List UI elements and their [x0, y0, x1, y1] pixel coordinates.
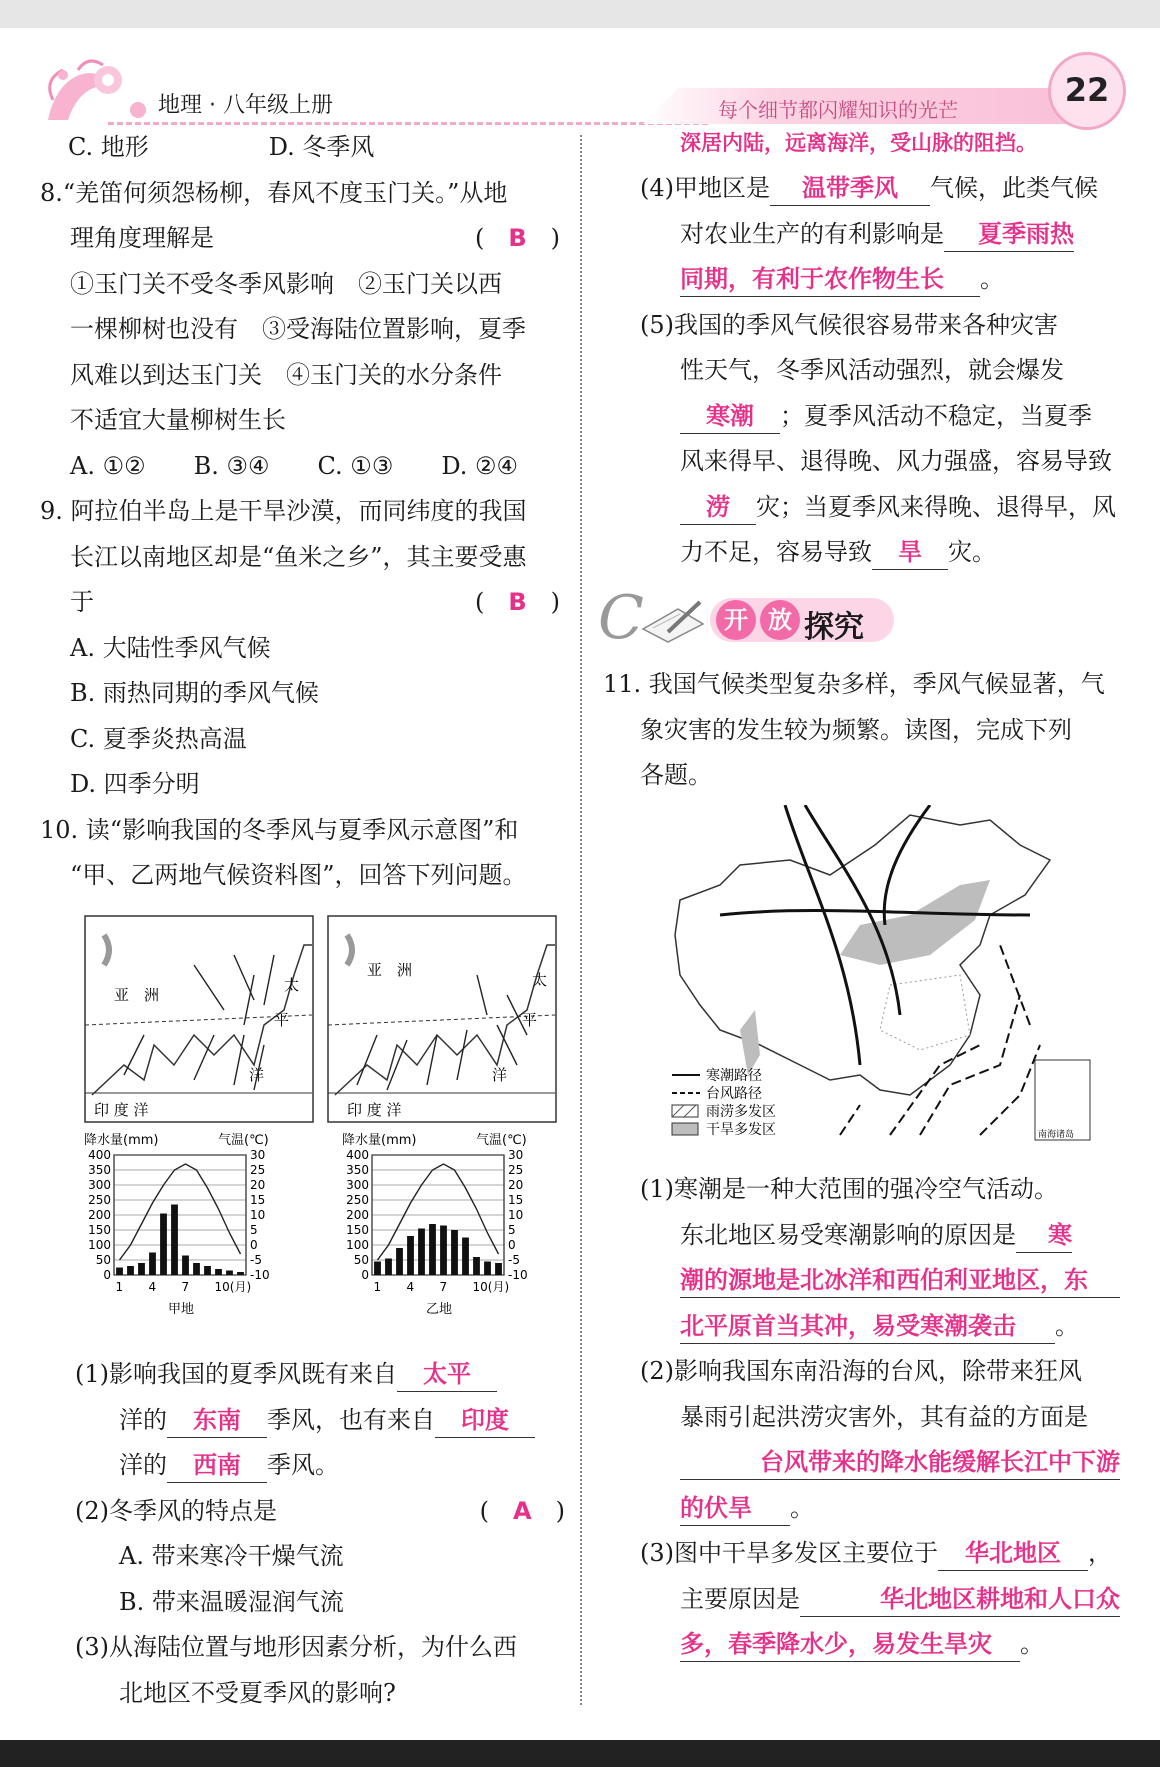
right-column-q10 [640, 166, 1120, 576]
q10-5-text-3: ；夏季风活动不稳定，当夏季 [780, 401, 1092, 430]
q10-stem-1: 10. 读“影响我国的冬季风与夏季风示意图”和 [40, 815, 519, 844]
q10-5-text-7: 灾。 [948, 538, 996, 566]
open-inquiry-badge [598, 583, 898, 653]
q11-1-answer-1: 寒 [1016, 1218, 1072, 1253]
q10-2-option-b: B. 带来温暖湿润气流 [119, 1587, 344, 1616]
chart-title: 乙地 [426, 1302, 453, 1317]
q10-3-answer: 深居内陆，远离海洋，受山脉的阻挡。 [680, 131, 1037, 155]
q9-stem-1: 9. 阿拉伯半岛上是干旱沙漠，而同纬度的我国 [40, 497, 527, 525]
y2-tick-label: 20 [250, 1178, 266, 1192]
q10-4-text-c: 对农业生产的有利影响是 [680, 219, 944, 248]
left-column-lower [75, 1352, 565, 1716]
q10-stem-2: “甲、乙两地气候资料图”，回答下列问题。 [70, 861, 527, 889]
winter-map-yang-label: 洋 [249, 1066, 265, 1084]
q11-3-text-b: 主要原因是 [680, 1584, 800, 1613]
y2-tick-label: 30 [508, 1148, 524, 1162]
q10-4-text-a: (4)甲地区是 [640, 174, 770, 202]
q10-5-line-6 [640, 530, 1120, 576]
precip-bar [407, 1236, 414, 1275]
q10-1-line-2 [75, 1398, 565, 1444]
winter-map-tai-label: 太 [284, 976, 300, 994]
q11-1-line-2 [640, 1213, 1120, 1259]
drought-legend-icon [672, 1123, 698, 1135]
precip-bar [396, 1248, 403, 1275]
q8-statement-3: 风难以到达玉门关 ④玉门关的水分条件 [70, 360, 502, 389]
q10-5-answer-1: 寒潮 [680, 399, 780, 434]
q10-5-text-6: 力不足，容易导致 [680, 538, 872, 566]
q11-2-answer-1: 台风带来的降水能缓解长江中下游 [680, 1445, 1120, 1480]
q10-1-answer-3: 印度 [435, 1403, 535, 1438]
precip-bar [451, 1230, 458, 1275]
notebook-pencil-icon [638, 594, 708, 644]
q11-3-line-1 [640, 1531, 1120, 1577]
winter-map-asia-label: 亚 洲 [114, 986, 160, 1004]
summer-monsoon-map [328, 916, 556, 1122]
x-tick-label: 4 [148, 1280, 157, 1294]
q9-answer-paren: ( B ) [474, 588, 560, 616]
q10-1-text-a: (1)影响我国的夏季风既有来自 [75, 1360, 397, 1388]
q11-stem-2: 象灾害的发生较为频繁。读图，完成下列 [640, 715, 1072, 744]
precip-bar [149, 1253, 156, 1276]
y-tick-label: 200 [88, 1208, 111, 1222]
precip-bar [226, 1271, 233, 1276]
summer-map-asia-label: 亚 洲 [367, 961, 413, 979]
q11-3-answer-1: 华北地区 [938, 1536, 1088, 1571]
q11-stem-1: 11. 我国气候类型复杂多样，季风气候显著，气 [603, 670, 1105, 698]
y-tick-label: 0 [103, 1268, 111, 1282]
y2-tick-label: -10 [250, 1268, 270, 1282]
temp-axis-title: 气温(℃) [218, 1133, 269, 1148]
y-tick-label: 150 [88, 1223, 111, 1237]
right-column [640, 125, 1120, 161]
y2-tick-label: 10 [508, 1208, 524, 1222]
precip-bar [429, 1224, 436, 1275]
q10-2-text: (2)冬季风的特点是 [75, 1496, 277, 1525]
y2-tick-label: -5 [250, 1253, 262, 1267]
page-number: 22 [1048, 52, 1126, 130]
winter-monsoon-map [85, 916, 313, 1122]
precip-bar [385, 1259, 392, 1276]
q11-2-line-3 [640, 1440, 1120, 1486]
y2-tick-label: -5 [508, 1253, 520, 1267]
q10-4-line-2 [640, 212, 1120, 258]
q8-answer: B [508, 224, 527, 252]
winter-map-indian-label: 印 度 洋 [94, 1101, 149, 1119]
q10-5-answer-2: 涝 [680, 490, 756, 525]
subject-title: 地理 · 八年级上册 [158, 93, 333, 118]
y2-tick-label: 25 [508, 1163, 524, 1177]
q11-stem [603, 662, 1123, 799]
q8-stem-2 [40, 216, 560, 262]
y2-tick-label: 5 [250, 1223, 258, 1237]
precip-bar [193, 1263, 200, 1275]
y-tick-label: 200 [346, 1208, 369, 1222]
y-tick-label: 300 [346, 1178, 369, 1192]
y-tick-label: 250 [88, 1193, 111, 1207]
precip-bar [182, 1256, 189, 1276]
x-tick-label: 7 [439, 1280, 448, 1294]
precip-axis-title: 降水量(mm) [342, 1133, 417, 1148]
q11-1-text-b: 东北地区易受寒潮影响的原因是 [680, 1220, 1016, 1249]
q10-1-answer-2: 东南 [167, 1403, 267, 1438]
q9-answer: B [508, 588, 527, 616]
y-tick-label: 350 [88, 1163, 111, 1177]
q11-1-answer-2: 潮的源地是北冰洋和西伯利亚地区，东 [680, 1263, 1120, 1298]
precip-bar [440, 1226, 447, 1276]
x-tick-label: 10(月) [472, 1280, 510, 1294]
q10-5-answer-3: 旱 [872, 535, 948, 570]
q8-statement-1: ①玉门关不受冬季风影响 ②玉门关以西 [70, 269, 502, 298]
precip-axis-title: 降水量(mm) [84, 1133, 159, 1148]
precip-bar [462, 1238, 469, 1276]
temp-axis-title: 气温(℃) [476, 1133, 527, 1148]
q11-3-text-a: (3)图中干旱多发区主要位于 [640, 1539, 938, 1567]
q7-options [40, 125, 560, 171]
q10-4-text-b: 气候，此类气候 [930, 174, 1098, 202]
y2-tick-label: 15 [250, 1193, 266, 1207]
china-disaster-map [660, 805, 1100, 1160]
q10-3-line-1: (3)从海陆位置与地形因素分析，为什么西 [75, 1633, 517, 1661]
x-tick-label: 4 [406, 1280, 415, 1294]
x-tick-label: 7 [181, 1280, 190, 1294]
q9-stem-2: 长江以南地区却是“鱼米之乡”，其主要受惠 [70, 542, 527, 571]
q10-5-line-5 [640, 485, 1120, 531]
q11-2-line-2: 暴雨引起洪涝灾害外，其有益的方面是 [680, 1402, 1088, 1431]
q10-4-answer-2a: 夏季雨热 [944, 217, 1074, 252]
q10-5-line-3 [640, 394, 1120, 440]
summer-map-indian-label: 印 度 洋 [347, 1101, 402, 1119]
temperature-line [378, 1164, 499, 1260]
map-legend [672, 1067, 776, 1138]
q11-3-comma: ， [1088, 1539, 1112, 1567]
x-tick-label: 10(月) [214, 1280, 252, 1294]
q11-2-end: 。 [790, 1493, 814, 1522]
precip-bar [374, 1262, 381, 1276]
q9-option-c: C. 夏季炎热高温 [70, 724, 247, 753]
precip-bar [215, 1269, 222, 1275]
column-divider [580, 135, 582, 1705]
temperature-line [120, 1164, 241, 1260]
precip-bar [171, 1205, 178, 1276]
q11-1-line-3 [640, 1258, 1120, 1304]
summer-map-ping-label: 平 [522, 1011, 538, 1029]
q10-4-line-3 [640, 257, 1120, 303]
q10-5-text-5: 灾；当夏季风来得晚、退得早，风 [756, 492, 1116, 521]
q10-4-answer-2b: 同期，有利于农作物生长 [680, 262, 980, 297]
left-column [40, 125, 560, 899]
y-tick-label: 350 [346, 1163, 369, 1177]
y-tick-label: 400 [88, 1148, 111, 1162]
monsoon-maps [84, 915, 564, 1125]
q10-1-text-d: 洋的 [119, 1451, 167, 1479]
precip-bar [473, 1257, 480, 1275]
q11-2-line-4 [640, 1486, 1120, 1532]
q11-1-end: 。 [1055, 1311, 1079, 1340]
q11-3-line-3 [640, 1622, 1120, 1668]
badge-tanjiu: 探究 [804, 609, 864, 645]
q11-2-answer-2: 的伏旱 [680, 1491, 790, 1526]
q9-option-b: B. 雨热同期的季风气候 [70, 679, 319, 707]
y2-tick-label: 25 [250, 1163, 266, 1177]
q7-option-d: D. 冬季风 [268, 133, 375, 161]
y2-tick-label: 0 [508, 1238, 516, 1252]
climate-chart-yi [342, 1130, 562, 1340]
winter-map-ping-label: 平 [274, 1011, 290, 1029]
y-tick-label: 300 [88, 1178, 111, 1192]
q10-2-option-a: A. 带来寒冷干燥气流 [119, 1542, 344, 1570]
summer-map-yang-label: 洋 [492, 1066, 508, 1084]
y2-tick-label: 10 [250, 1208, 266, 1222]
q11-3-answer-2: 华北地区耕地和人口众 [800, 1582, 1120, 1617]
y2-tick-label: -10 [508, 1268, 528, 1282]
x-tick-label: 1 [115, 1280, 124, 1294]
y2-tick-label: 0 [250, 1238, 258, 1252]
precip-bar [138, 1263, 145, 1275]
q10-4-answer-1: 温带季风 [770, 171, 930, 206]
y-tick-label: 250 [346, 1193, 369, 1207]
y-tick-label: 150 [346, 1223, 369, 1237]
precip-bar [160, 1214, 167, 1276]
legend-drought: 干旱多发区 [706, 1122, 776, 1138]
legend-flood: 雨涝多发区 [706, 1104, 776, 1120]
y2-tick-label: 20 [508, 1178, 524, 1192]
q10-1-text-b: 洋的 [119, 1405, 167, 1434]
q10-1-text-e: 季风。 [267, 1451, 339, 1479]
q9-option-a: A. 大陆性季风气候 [70, 633, 271, 662]
bottom-bar [0, 1740, 1160, 1767]
q10-5-line-4: 风来得早、退得晚、风力强盛，容易导致 [680, 447, 1112, 475]
summer-map-tai-label: 太 [532, 971, 548, 989]
q10-5-line-2: 性天气，冬季风活动强烈，就会爆发 [680, 356, 1064, 384]
y-tick-label: 100 [88, 1238, 111, 1252]
precip-bar [127, 1266, 134, 1275]
q10-1-answer-4: 西南 [167, 1448, 267, 1483]
y-tick-label: 50 [353, 1253, 369, 1267]
q9-option-d: D. 四季分明 [70, 770, 200, 798]
legend-typhoon: 台风路径 [706, 1086, 762, 1102]
badge-letter: C [598, 583, 644, 653]
q10-4-end: 。 [980, 265, 1004, 293]
y-tick-label: 400 [346, 1148, 369, 1162]
y2-tick-label: 5 [508, 1223, 516, 1237]
q11-1-line-4 [640, 1304, 1120, 1350]
precip-bar [116, 1268, 123, 1276]
q8-statement-2: 一棵柳树也没有 ③受海陆位置影响，夏季 [70, 315, 526, 343]
q10-1-line-1 [75, 1352, 565, 1398]
q10-4-line-1 [640, 166, 1120, 212]
header-slogan: 每个细节都闪耀知识的光芒 [718, 98, 958, 122]
q10-3-line-2: 北地区不受夏季风的影响? [119, 1678, 396, 1707]
page-header [38, 50, 1118, 130]
top-bar [0, 0, 1160, 28]
q10-1-answer-1: 太平 [397, 1357, 497, 1392]
q9-stem-text: 于 [70, 588, 94, 616]
y2-tick-label: 15 [508, 1193, 524, 1207]
flower-ornament-icon [38, 50, 158, 130]
x-tick-label: 1 [373, 1280, 382, 1294]
q8-stem-1: 8.“羌笛何须怨杨柳，春风不度玉门关。”从地 [40, 178, 508, 207]
precip-bar [204, 1266, 211, 1275]
y-tick-label: 50 [95, 1253, 111, 1267]
q9-stem-3 [40, 580, 560, 626]
q11-3-end: 。 [1020, 1630, 1044, 1658]
q8-stem-text: 理角度理解是 [70, 224, 214, 252]
q10-2-answer: A [513, 1496, 532, 1525]
climate-chart-jia [84, 1130, 304, 1340]
precip-bar [484, 1262, 491, 1276]
q10-1-line-3 [75, 1443, 565, 1489]
y2-tick-label: 30 [250, 1148, 266, 1162]
q11-1-line-1: (1)寒潮是一种大范围的强冷空气活动。 [640, 1175, 1058, 1203]
q11-2-line-1: (2)影响我国东南沿海的台风，除带来狂风 [640, 1357, 1082, 1385]
badge-kai: 开 [716, 600, 756, 640]
y-tick-label: 100 [346, 1238, 369, 1252]
legend-cold-wave: 寒潮路径 [706, 1068, 762, 1084]
q11-3-line-2 [640, 1577, 1120, 1623]
q8-statement-4: 不适宜大量柳树生长 [70, 406, 286, 434]
badge-fang: 放 [760, 600, 800, 640]
precip-bar [418, 1229, 425, 1276]
q10-2-line [75, 1489, 565, 1535]
q11-1-answer-3: 北平原首当其冲，易受寒潮袭击 [680, 1309, 1055, 1344]
precip-bar [495, 1263, 502, 1275]
q8-options: A. ①② B. ③④ C. ①③ D. ②④ [70, 451, 519, 480]
precip-bar [237, 1272, 244, 1275]
q7-option-c: C. 地形 [68, 133, 149, 161]
chart-title: 甲地 [168, 1302, 195, 1317]
q11-3-answer-3: 多，春季降水少，易发生旱灾 [680, 1627, 1020, 1662]
south-china-sea-islands-label: 南海诸岛 [1038, 1130, 1075, 1140]
badge-words [710, 598, 894, 645]
q11-stem-3: 各题。 [640, 761, 712, 789]
q10-2-answer-paren: ( A ) [479, 1496, 565, 1525]
q8-answer-paren: ( B ) [474, 224, 560, 252]
y-tick-label: 0 [361, 1268, 369, 1282]
q10-5-line-1: (5)我国的季风气候很容易带来各种灾害 [640, 310, 1058, 339]
q10-1-text-c: 季风，也有来自 [267, 1405, 435, 1434]
q11-subquestions [640, 1167, 1120, 1668]
